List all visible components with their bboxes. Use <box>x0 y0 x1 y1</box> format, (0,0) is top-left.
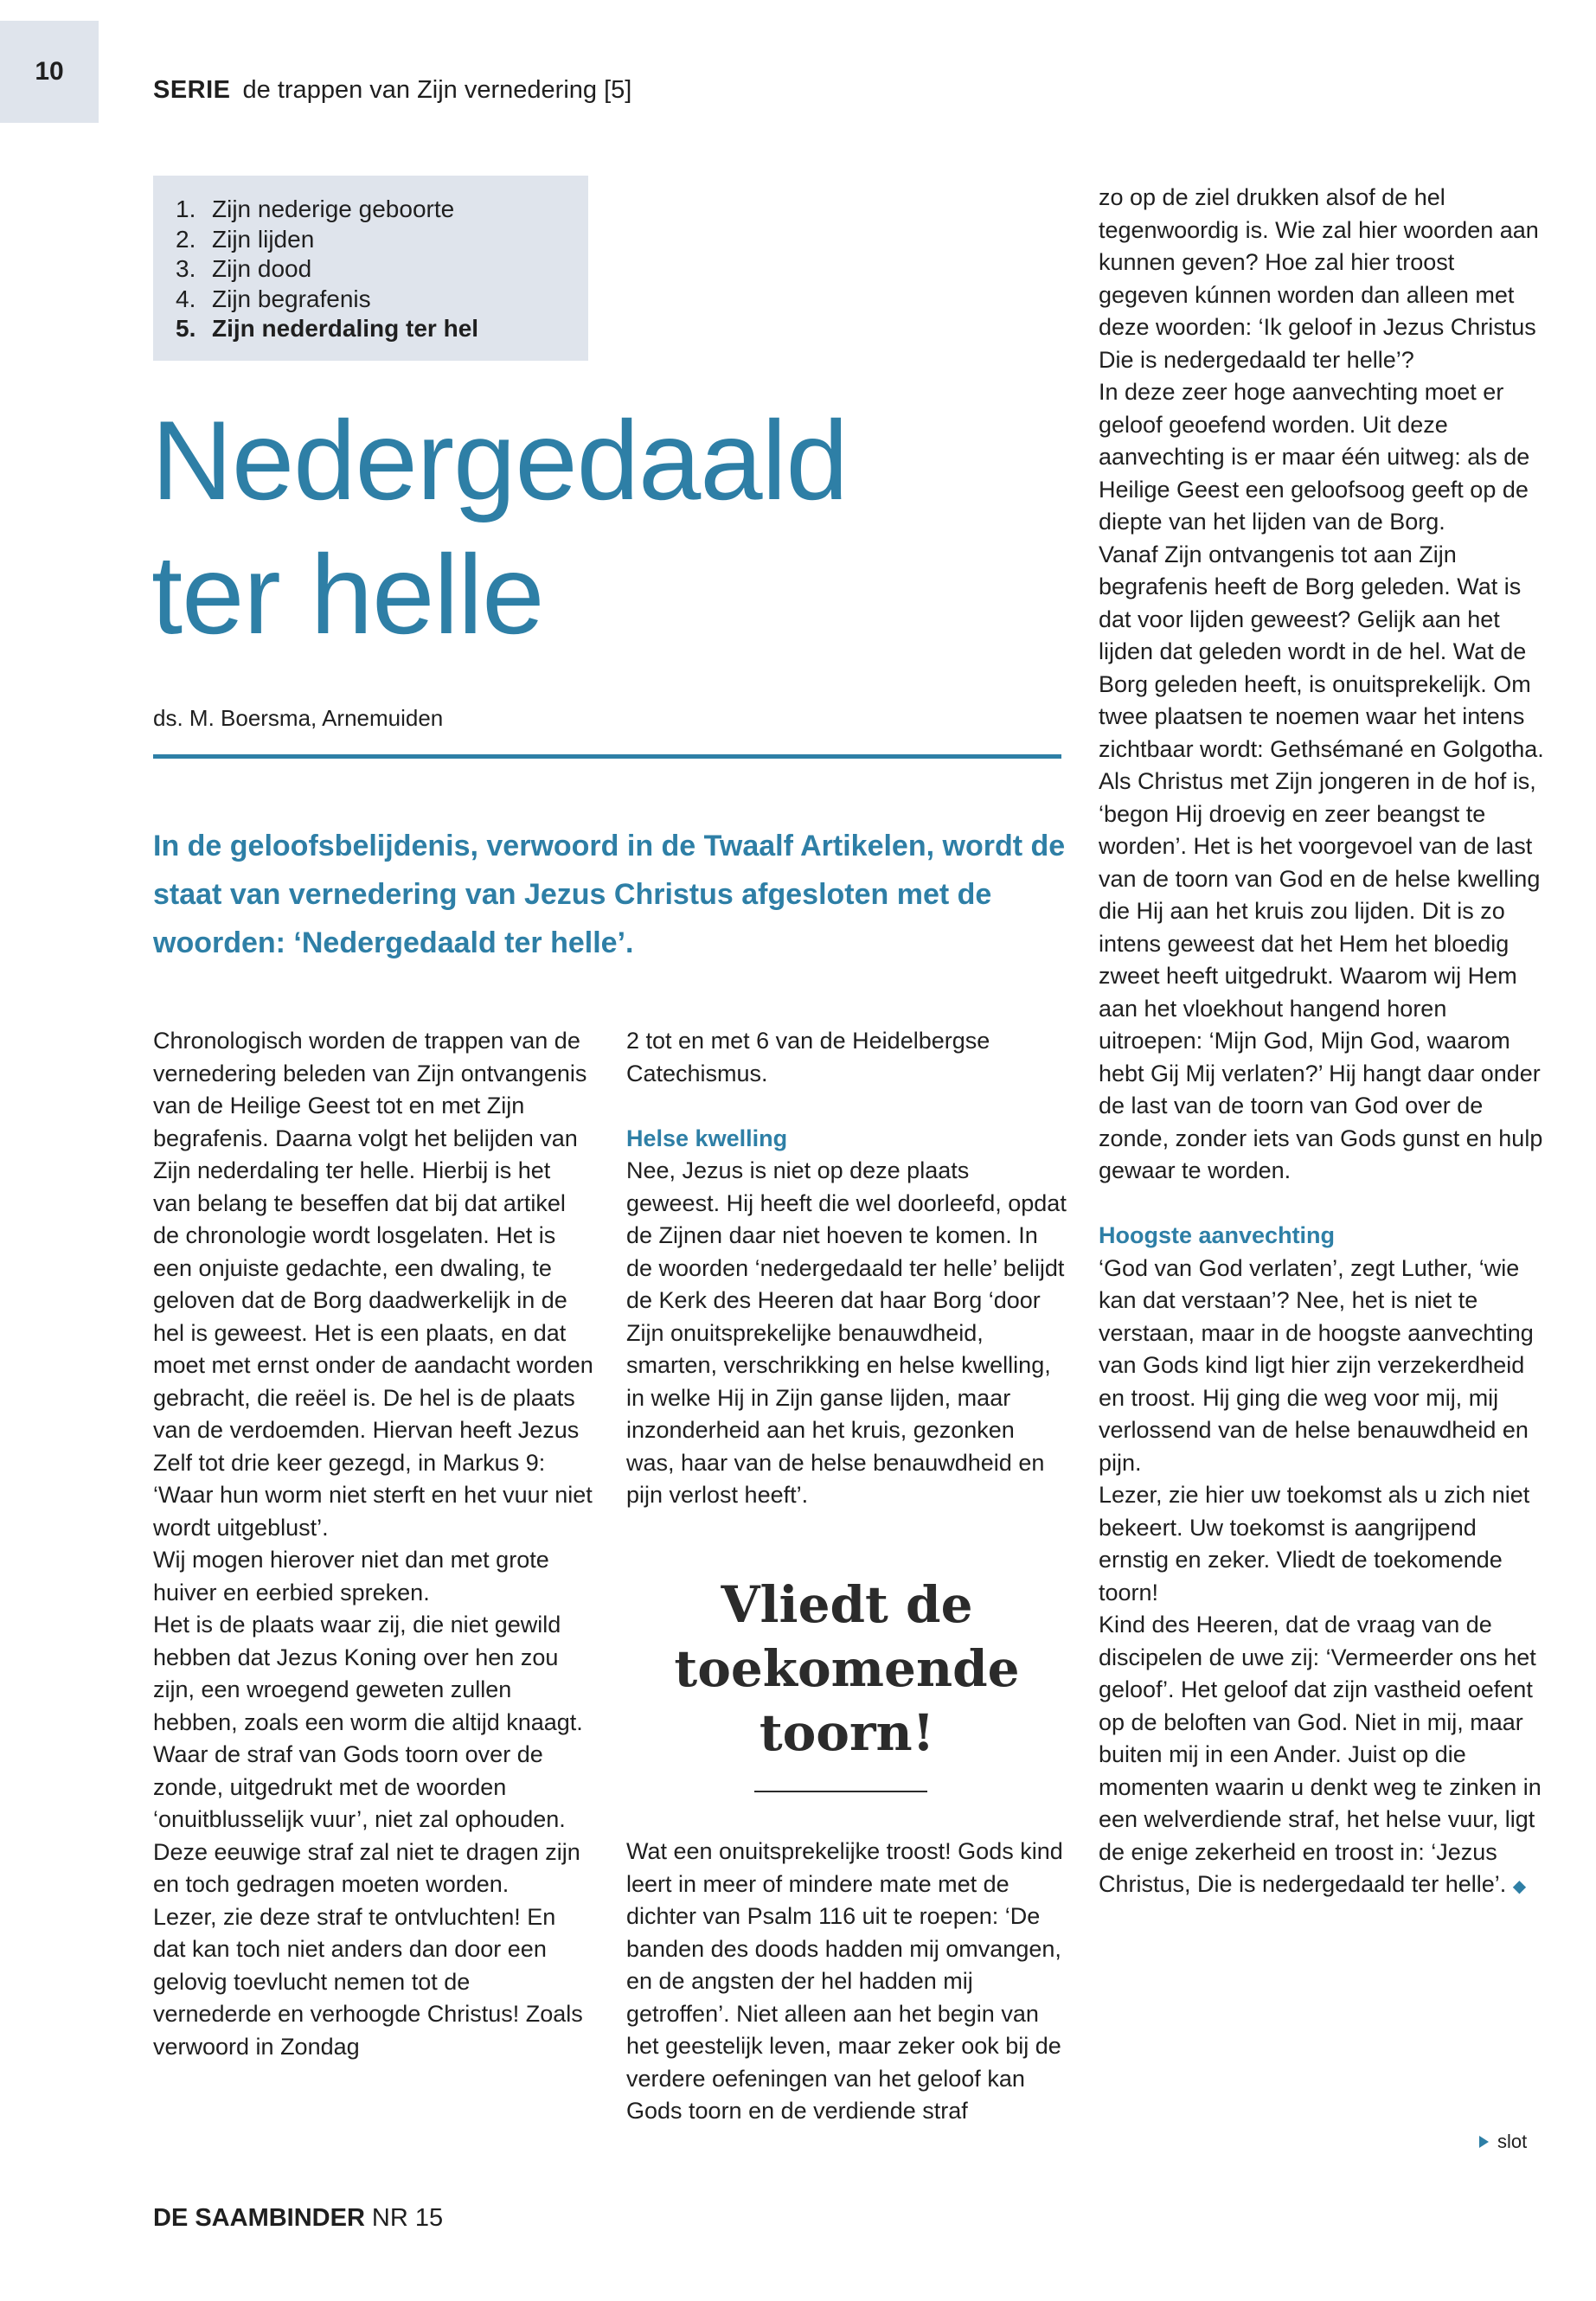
list-item-number: 3. <box>176 255 196 282</box>
paragraph: Lezer, zie deze straf te ontvluchten! En dat kan toch niet anders dan door een gelovig toevlucht nemen tot de vernederde en verhoogde Christus! Zoals verwoord in Zondag <box>153 1903 583 2060</box>
subheading-hoogste-aanvechting: Hoogste aanvechting <box>1099 1222 1336 1248</box>
issue-number: NR 15 <box>371 2204 444 2232</box>
title-line-1: Nedergedaald <box>151 397 848 523</box>
column-1 <box>153 1025 594 2063</box>
series-list-item <box>176 285 588 315</box>
column-3 <box>1099 182 1548 1904</box>
list-item-number: 2. <box>176 225 196 253</box>
continuation-slot <box>1479 2131 1527 2153</box>
list-item-label: Zijn nederige geboorte <box>212 195 455 222</box>
series-list-item <box>176 195 588 225</box>
column-2-bottom <box>626 1836 1076 2128</box>
paragraph-text: Kind des Heeren, dat de vraag van de discipelen de uwe zij: ‘Vermeerder ons het geloof’. Het geloof dat zijn vastheid oefent op de beloften van God. Niet in mij, maar buiten mij in een Ander. Juist op die momenten waarin u denkt weg te zinken in een welverdiende straf, het helse vuur, ligt de enige zekerheid en troost in: ‘Jezus Christus, Die is nedergedaald ter helle’. <box>1099 1612 1542 1897</box>
title-line-2: ter helle <box>151 531 544 657</box>
series-list-item <box>176 254 588 285</box>
paragraph: Vanaf Zijn ontvangenis tot aan Zijn begrafenis heeft de Borg geleden. Wat is dat voor lijden geweest? Gelijk aan het lijden dat geleden wordt in de hel. Wat de Borg geleden heeft, is onuitsprekelijk. Om twee plaatsen te noemen waar het intens zichtbaar wordt: Gethsémané en Golgotha. <box>1099 541 1544 762</box>
column-2-top <box>626 1025 1067 1512</box>
page-number: 10 <box>0 21 99 123</box>
paragraph: In deze zeer hoge aanvechting moet er geloof geoefend worden. Uit deze aanvechting is er maar één uitweg: als de Heilige Geest een geloofsoog geeft op de diepte van het lijden van de Borg. <box>1099 379 1530 535</box>
list-item-label: Zijn dood <box>212 255 312 282</box>
magazine-name: DE SAAMBINDER <box>153 2204 365 2232</box>
pull-quote: Vliedt de toekomende toorn! <box>674 1575 1020 1762</box>
running-head <box>153 76 631 105</box>
paragraph: Het is de plaats waar zij, die niet gewild hebben dat Jezus Koning over hen zou zijn, een wroegend geweten zullen hebben, zoals een worm die altijd knaagt. Waar de straf van Gods toorn over de zonde, uitgedrukt met de woorden ‘onuitblusselijk vuur’, niet zal ophouden. Deze eeuwige straf zal niet te dragen zijn en toch gedragen moeten worden. <box>153 1612 583 1897</box>
triangle-right-icon <box>1479 2136 1489 2148</box>
series-title: de trappen van Zijn vernedering [5] <box>242 76 632 104</box>
series-overview-box <box>153 176 588 361</box>
series-list-item-current <box>176 314 588 344</box>
paragraph: Wat een onuitsprekelijke troost! Gods kind leert in meer of mindere mate met de dichter van Psalm 116 uit te roepen: ‘De banden des doods hadden mij omvangen, en de angsten der hel hadden mij getroffen’. Niet alleen aan het begin van het geestelijk leven, maar zeker ook bij de verdere oefeningen van het geloof kan Gods toorn en de verdiende straf <box>626 1838 1063 2124</box>
list-item-label: Zijn begrafenis <box>212 285 371 312</box>
article-title <box>151 394 848 662</box>
list-item-label: Zijn lijden <box>212 225 315 253</box>
paragraph: zo op de ziel drukken alsof de hel tegenwoordig is. Wie zal hier woorden aan kunnen geven? Hoe zal hier troost gegeven kúnnen worden dan alleen met deze woorden: ‘Ik geloof in Jezus Christus Die is nedergedaald ter helle’? <box>1099 184 1539 373</box>
title-divider <box>153 754 1061 759</box>
series-list-item <box>176 225 588 255</box>
paragraph: 2 tot en met 6 van de Heidelbergse Catechismus. <box>626 1028 990 1086</box>
paragraph: Als Christus met Zijn jongeren in de hof is, ‘begon Hij droevig en zeer beangst te worden’. Het is het voorgevoel van de last van de toorn van God en de helse kwelling die Hij aan het kruis zou lijden. Dit is zo intens geweest dat het Hem het bloedig zweet heeft uitgedrukt. Waarom wij Hem aan het vloekhout hangend horen uitroepen: ‘Mijn God, Mijn God, waarom hebt Gij Mij verlaten?’ Hij hangt daar onder de last van de toorn van God over de zonde, zonder iets van Gods gunst en hulp gewaar te worden. <box>1099 768 1543 1183</box>
end-mark-diamond-icon: ◆ <box>1512 1877 1527 1896</box>
paragraph: Nee, Jezus is niet op deze plaats geweest. Hij heeft die wel doorleefd, opdat de Zijnen daar niet hoeven te komen. In de woorden ‘nedergedaald ter helle’ belijdt de Kerk des Heeren dat haar Borg ‘door Zijn onuitsprekelijke benauwdheid, smarten, verschrikking en helse kwelling, in welke Hij in Zijn ganse lijden, maar inzonderheid aan het kruis, gezonken was, haar van de helse benauwdheid en pijn verlost heeft’. <box>626 1157 1067 1508</box>
list-item-label: Zijn nederdaling ter hel <box>212 315 479 342</box>
continuation-label: slot <box>1497 2131 1528 2152</box>
paragraph: ‘God van God verlaten’, zegt Luther, ‘wie kan dat verstaan’? Nee, het is niet te verstaan, maar in de hoogste aanvechting van Gods kind ligt hier zijn verzekerdheid en troost. Hij ging die weg voor mij, mij verlossend van de helse benauwdheid en pijn. <box>1099 1254 1534 1476</box>
paragraph: Wij mogen hierover niet dan met grote huiver en eerbied spreken. <box>153 1547 549 1606</box>
list-item-number: 5. <box>176 315 196 342</box>
subheading-helse-kwelling: Helse kwelling <box>626 1125 788 1151</box>
list-item-number: 4. <box>176 285 196 312</box>
footer <box>153 2204 443 2233</box>
series-list <box>176 195 588 344</box>
lead-paragraph: In de geloofsbelijdenis, verwoord in de Twaalf Artikelen, wordt de staat van vernedering van Jezus Christus afgesloten met de woorden: ‘Nedergedaald ter helle’. <box>153 830 1066 959</box>
paragraph <box>1099 1609 1548 1904</box>
list-item-number: 1. <box>176 195 196 222</box>
pull-quote-divider <box>754 1791 927 1792</box>
paragraph: Chronologisch worden de trappen van de vernedering beleden van Zijn ontvangenis van de Heilige Geest tot en met Zijn begrafenis. Daarna volgt het belijden van Zijn nederdaling ter helle. Hierbij is het van belang te beseffen dat bij dat artikel de chronologie wordt losgelaten. Het is een onjuiste gedachte, een dwaling, te geloven dat de Borg daadwerkelijk in de hel is geweest. Het is een plaats, en dat moet met ernst onder de aandacht worden gebracht, die reëel is. De hel is de plaats van de verdoemden. Hiervan heeft Jezus Zelf tot drie keer gezegd, in Markus 9: ‘Waar hun worm niet sterft en het vuur niet wordt uitgeblust’. <box>153 1028 593 1541</box>
paragraph: Lezer, zie hier uw toekomst als u zich niet bekeert. Uw toekomst is aangrijpend ernstig en zeker. Vliedt de toekomende toorn! <box>1099 1482 1530 1606</box>
author-byline: ds. M. Boersma, Arnemuiden <box>153 705 444 731</box>
series-label: SERIE <box>153 76 231 104</box>
